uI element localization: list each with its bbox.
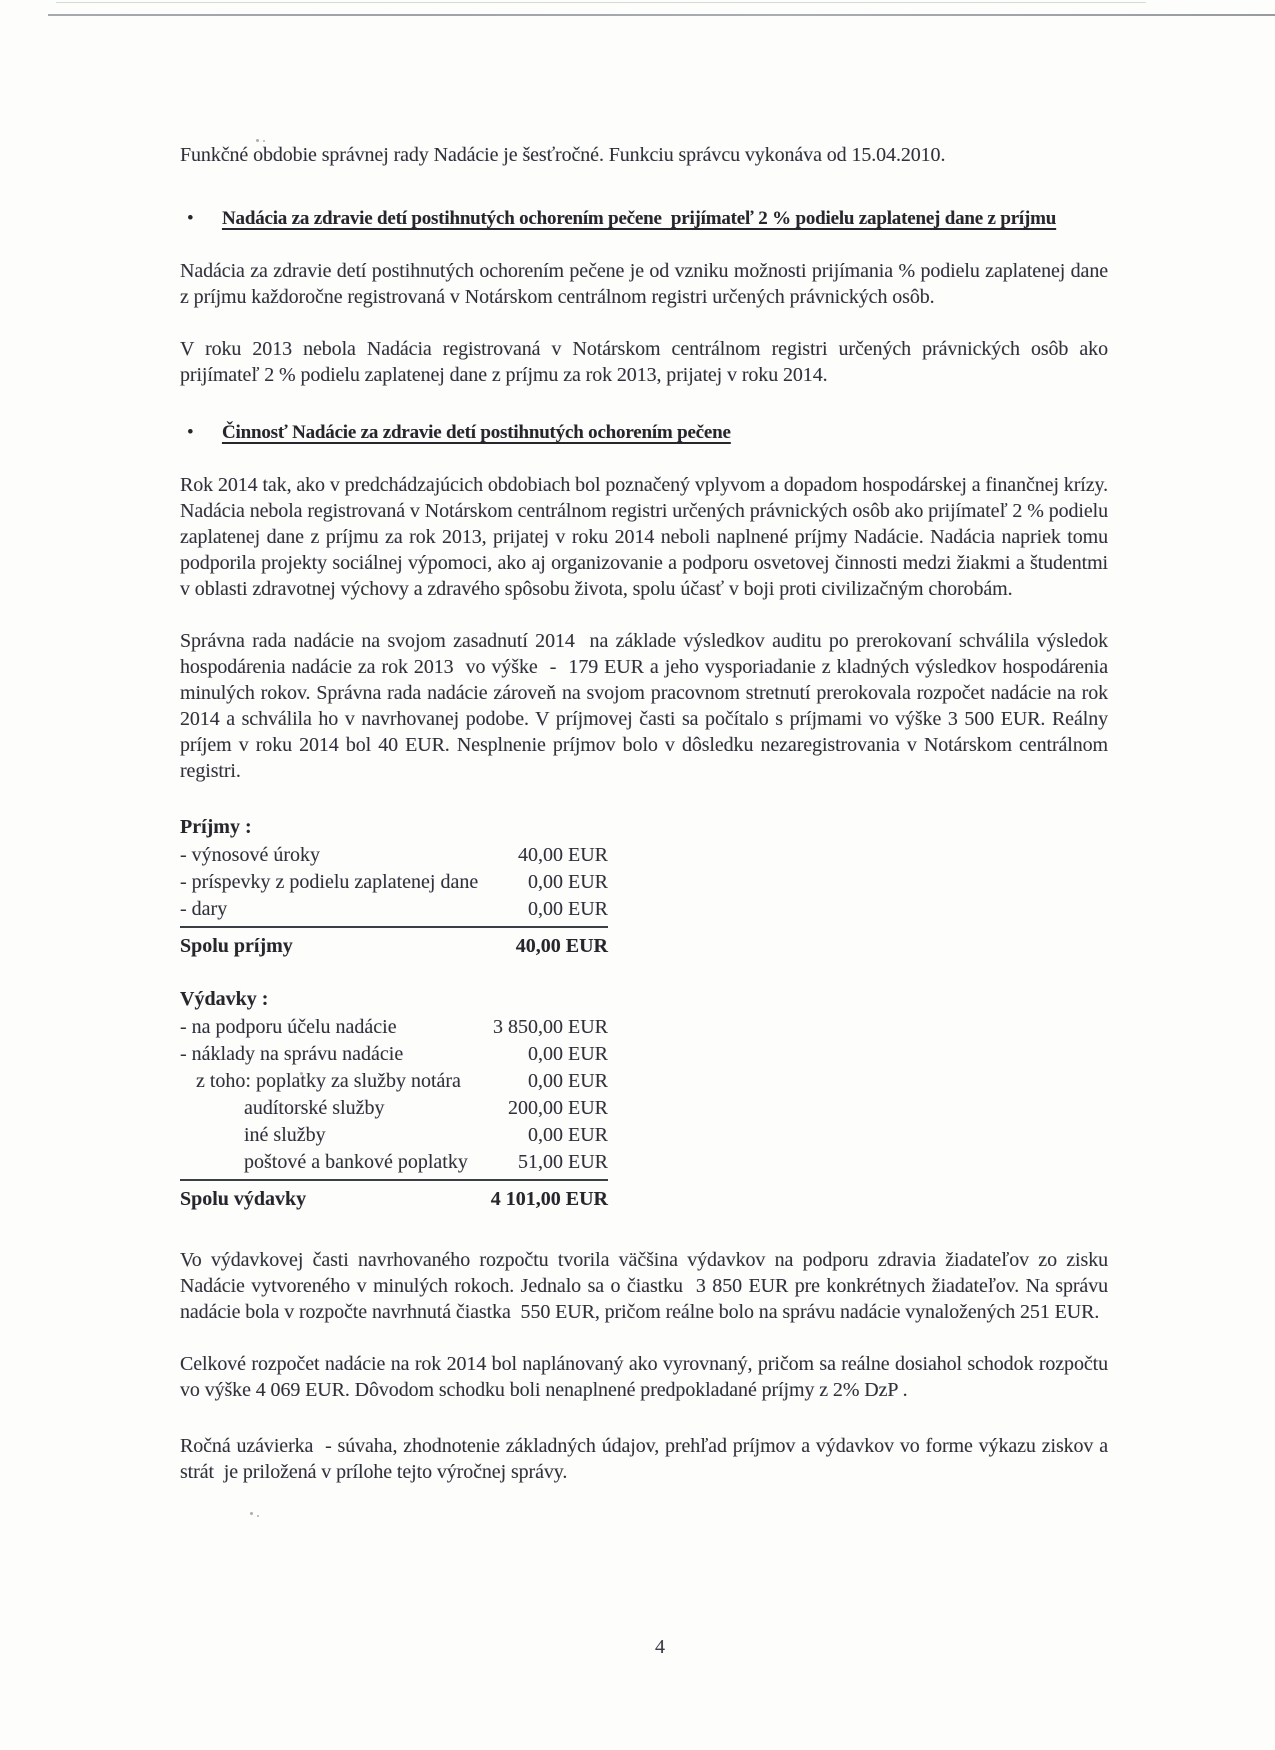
row-label: - náklady na správu nadácie xyxy=(180,1043,404,1065)
row-value: 51,00 EUR xyxy=(518,1151,608,1173)
paragraph-rocna-uzavierka: Ročná uzávierka - súvaha, zhodnotenie základných údajov, prehľad príjmov a výdavkov vo forme výkazu ziskov a strát je priložená v prílohe tejto výročnej správy. xyxy=(180,1435,1113,1483)
row-value: 0,00 EUR xyxy=(528,1070,608,1092)
table-row xyxy=(180,842,608,869)
total-label: Spolu príjmy xyxy=(180,935,293,957)
paragraph-vydavkova-cast: Vo výdavkovej časti navrhovaného rozpočtu tvorila väčšina výdavkov na podporu zdravia žiadateľov zo zisku Nadácie vytvoreného v minulých rokoch. Jednalo sa o čiastku 3 850 EUR pre konkrétnych žiadateľov. Na správu nadácie bola v rozpočte navrhnutá čiastka 550 EUR, pričom reálne bolo na správu nadácie vynaložených 251 EUR. xyxy=(180,1249,1113,1323)
total-value: 40,00 EUR xyxy=(515,935,608,957)
row-value: 3 850,00 EUR xyxy=(493,1016,608,1038)
row-value: 200,00 EUR xyxy=(508,1097,608,1119)
table-row xyxy=(180,896,608,923)
table-row xyxy=(180,1068,608,1095)
row-value: 0,00 EUR xyxy=(528,871,608,893)
income-table-title: Príjmy : xyxy=(180,816,252,838)
row-label: - na podporu účelu nadácie xyxy=(180,1016,397,1038)
row-label: - príspevky z podielu zaplatenej dane xyxy=(180,871,479,893)
table-row xyxy=(180,1014,608,1041)
table-row xyxy=(180,1095,608,1122)
heading-cinnost: Činnosť Nadácie za zdravie detí postihnutých ochorením pečene xyxy=(222,422,731,443)
table-row xyxy=(180,1149,608,1176)
bullet-icon: • xyxy=(187,208,194,229)
table-row xyxy=(180,1041,608,1068)
paragraph-rok-2013: V roku 2013 nebola Nadácia registrovaná v Notárskom centrálnom registri určených právnických osôb ako prijímateľ 2 % podielu zaplatenej dane z príjmu za rok 2013, prijatej v roku 2014. xyxy=(180,338,1113,386)
document-body xyxy=(180,142,1113,1485)
row-label: - dary xyxy=(180,898,228,920)
heading-nadacia-prijimatel: Nadácia za zdravie detí postihnutých ochorením pečene prijímateľ 2 % podielu zaplatenej dane z príjmu xyxy=(222,208,1057,229)
row-label: z toho: poplatky za služby notára xyxy=(196,1070,461,1092)
bullet-heading-cinnost xyxy=(180,418,1108,448)
expense-total-row xyxy=(180,1181,608,1213)
bullet-heading-nadacia-prijimatel xyxy=(180,204,1108,234)
row-value: 0,00 EUR xyxy=(528,898,608,920)
paragraph-spravna-rada: Správna rada nadácie na svojom zasadnutí 2014 na základe výsledkov auditu po prerokovaní schválila výsledok hospodárenia nadácie za rok 2013 vo výške - 179 EUR a jeho vysporiadanie z kladných výsledkov hospodárenia minulých rokov. Správna rada nadácie zároveň na svojom pracovnom stretnutí prerokovala rozpočet nadácie na rok 2014 a schválila ho v navrhovanej podobe. V príjmovej časti sa počítalo s príjmami vo výške 3 500 EUR. Reálny príjem v roku 2014 bol 40 EUR. Nesplnenie príjmov bolo v dôsledku nezaregistrovania v Notárskom centrálnom registri. xyxy=(180,630,1113,782)
expense-table-title: Výdavky : xyxy=(180,988,269,1010)
page-number: 4 xyxy=(655,1636,665,1658)
paragraph-rok-2014: Rok 2014 tak, ako v predchádzajúcich obdobiach bol poznačený vplyvom a dopadom hospodárskej a finančnej krízy. Nadácia nebola registrovaná v Notárskom centrálnom registri určených právnických osôb ako prijímateľ 2 % podielu zaplatenej dane z príjmu za rok 2013, prijatej v roku 2014 neboli naplnené príjmy Nadácie. Nadácia napriek tomu podporila projekty sociálnej výpomoci, ako aj organizovanie a podporu osvetovej činnosti medzi žiakmi a študentmi v oblasti zdravotnej výchovy a zdravého spôsobu života, spolu účasť v boji proti civilizačným chorobám. xyxy=(180,474,1113,600)
paragraph-celkovy-rozpocet: Celkové rozpočet nadácie na rok 2014 bol naplánovaný ako vyrovnaný, pričom sa reálne dosiahol schodok rozpočtu vo výške 4 069 EUR. Dôvodom schodku boli nenaplnené predpokladané príjmy z 2% DzP . xyxy=(180,1353,1113,1401)
total-label: Spolu výdavky xyxy=(180,1188,307,1210)
bullet-icon: • xyxy=(187,422,194,443)
paragraph-registration: Nadácia za zdravie detí postihnutých ochorením pečene je od vzniku možnosti prijímania % podielu zaplatenej dane z príjmu každoročne registrovaná v Notárskom centrálnom registri určených právnických osôb. xyxy=(180,260,1113,308)
row-label: audítorské služby xyxy=(244,1097,385,1119)
scan-artifact-line xyxy=(48,14,1275,16)
total-value: 4 101,00 EUR xyxy=(490,1188,608,1210)
row-label: iné služby xyxy=(244,1124,326,1146)
income-table-rows xyxy=(180,842,608,928)
paragraph-intro: Funkčné obdobie správnej rady Nadácie je šesťročné. Funkciu správcu vykonáva od 15.04.2010. xyxy=(180,144,946,166)
scan-speck xyxy=(250,1512,253,1515)
row-label: poštové a bankové poplatky xyxy=(244,1151,468,1173)
row-label: - výnosové úroky xyxy=(180,844,320,866)
table-row xyxy=(180,869,608,896)
scan-artifact-line-faint xyxy=(56,2,1146,3)
expense-table-rows xyxy=(180,1014,608,1181)
row-value: 0,00 EUR xyxy=(528,1124,608,1146)
scan-speck xyxy=(257,1515,259,1517)
expense-table xyxy=(180,986,608,1213)
income-total-row xyxy=(180,928,608,960)
table-row xyxy=(180,1122,608,1149)
row-value: 0,00 EUR xyxy=(528,1043,608,1065)
income-table xyxy=(180,814,608,960)
row-value: 40,00 EUR xyxy=(518,844,608,866)
